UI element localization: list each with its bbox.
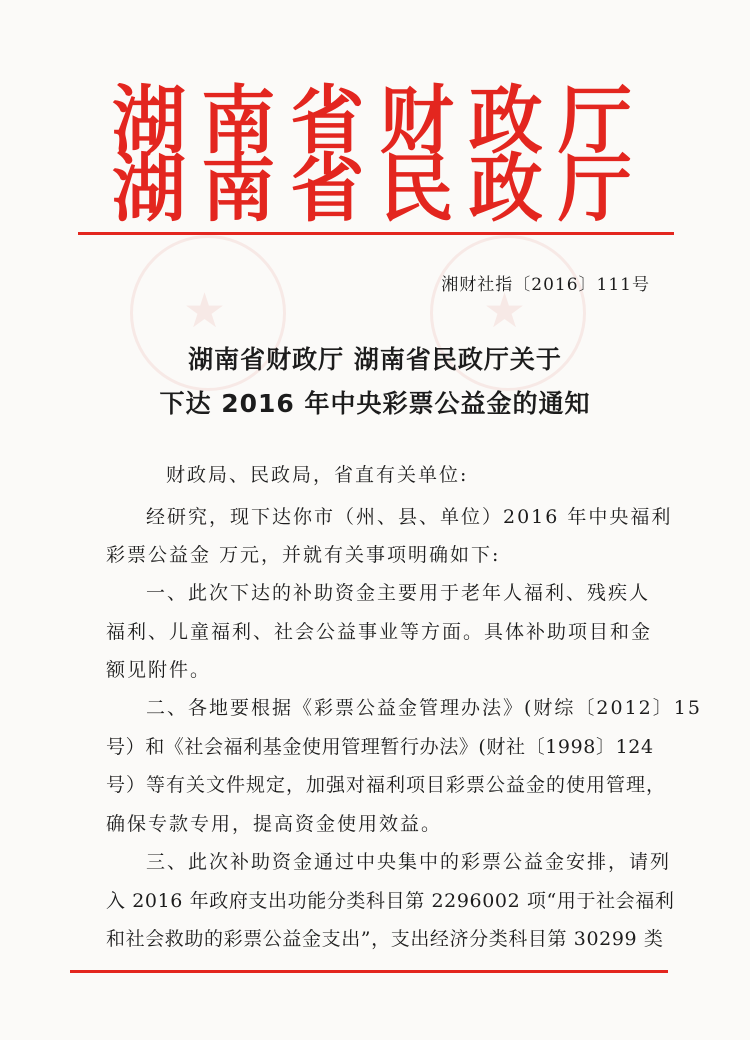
letterhead-char: 政 bbox=[468, 146, 543, 232]
body-line: 二、各地要根据《彩票公益金管理办法》(财综〔2012〕15 bbox=[146, 697, 702, 719]
body-line: 三、此次补助资金通过中央集中的彩票公益金安排，请列 bbox=[146, 851, 672, 873]
document-title-line-1: 湖南省财政厅 湖南省民政厅关于 bbox=[188, 345, 562, 374]
body-line: 入 2016 年政府支出功能分类科目第 2296002 项“用于社会福利 bbox=[106, 890, 675, 912]
footer-divider bbox=[70, 970, 668, 973]
letterhead-char: 厅 bbox=[557, 146, 632, 232]
document-title-line-2: 下达 2016 年中央彩票公益金的通知 bbox=[159, 389, 591, 418]
letterhead-char: 南 bbox=[201, 78, 276, 164]
salutation: 财政局、民政局，省直有关单位: bbox=[166, 464, 469, 486]
letterhead-civil-affairs-department bbox=[112, 146, 632, 232]
letterhead-char: 湖 bbox=[112, 146, 186, 232]
letterhead-char: 省 bbox=[290, 146, 365, 232]
body-line: 号）等有关文件规定，加强对福利项目彩票公益金的使用管理， bbox=[106, 774, 667, 796]
letterhead-finance-department bbox=[112, 78, 632, 164]
letterhead-char: 政 bbox=[468, 78, 543, 164]
letterhead-char: 南 bbox=[201, 146, 276, 232]
body-line: 彩票公益金 万元，并就有关事项明确如下: bbox=[106, 544, 501, 566]
letterhead-char: 省 bbox=[290, 78, 365, 164]
body-line: 确保专款专用，提高资金使用效益。 bbox=[106, 813, 443, 835]
body-line: 一、此次下达的补助资金主要用于老年人福利、残疾人 bbox=[146, 582, 651, 604]
body-line: 和社会救助的彩票公益金支出”，支出经济分类科目第 30299 类 bbox=[106, 928, 664, 950]
letterhead-char: 湖 bbox=[112, 78, 186, 164]
faint-star-icon: ★ bbox=[483, 283, 527, 339]
letterhead-char: 财 bbox=[379, 78, 454, 164]
body-line: 福利、儿童福利、社会公益事业等方面。具体补助项目和金 bbox=[106, 621, 653, 643]
faint-star-icon: ★ bbox=[183, 283, 227, 339]
letterhead-divider bbox=[78, 232, 674, 235]
document-number: 湘财社指〔2016〕111号 bbox=[441, 275, 650, 295]
body-line: 额见附件。 bbox=[106, 659, 212, 681]
body-line: 号）和《社会福利基金使用管理暂行办法》(财社〔1998〕124 bbox=[106, 736, 654, 758]
letterhead-char: 民 bbox=[379, 146, 454, 232]
body-line: 经研究，现下达你市（州、县、单位）2016 年中央福利 bbox=[146, 506, 673, 528]
letterhead-char: 厅 bbox=[557, 78, 632, 164]
